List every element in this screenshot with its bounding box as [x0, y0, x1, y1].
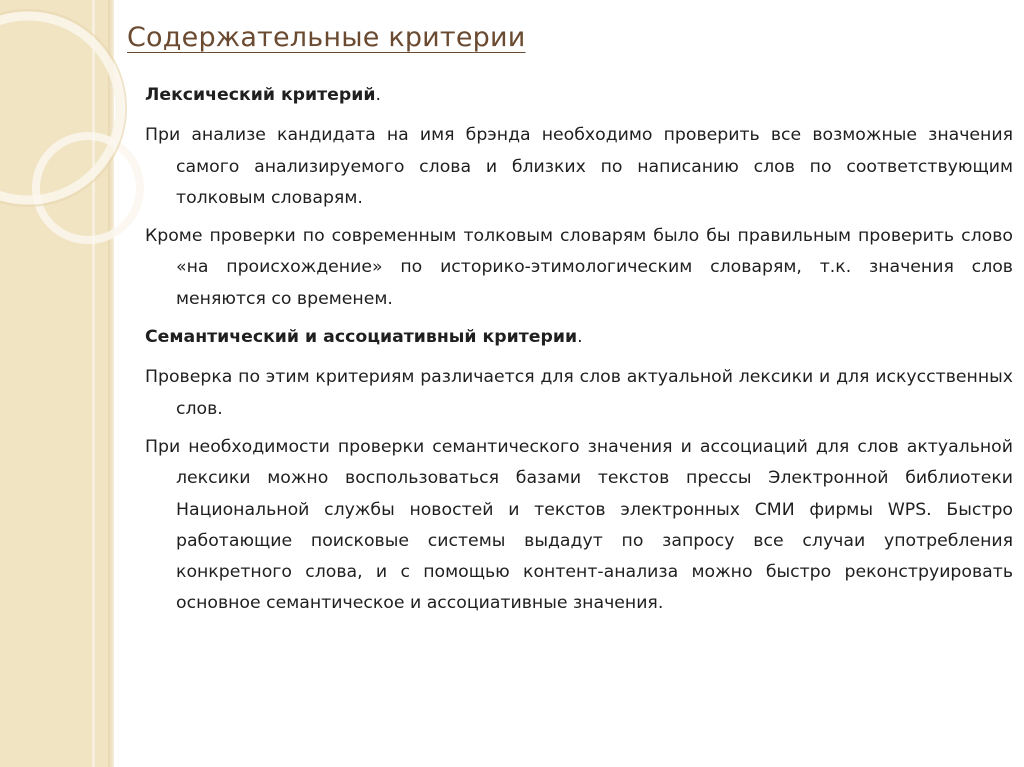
paragraph-text-databases: При необходимости проверки семантического значения и ассоциаций для слов актуальной лексики можно воспользоваться базами текстов прессы Электронной библиотеки Национальной службы новостей и текстов электронных СМИ фирмы WPS. Быстро работающие поисковые системы выдадут по запросу все случаи употребления конкретного слова, и с помощью контент-анализа можно быстро реконструировать основное семантическое и ассоциативные значения.: [145, 436, 1013, 614]
paragraph-brand-analysis: При анализе кандидата на имя брэнда необходимо проверить все возможные значения самого анализируемого слова и близких по написанию слов по соответствующим толковым словарям.: [145, 125, 1013, 208]
heading-semantic-text: Семантический и ассоциативный критерии: [145, 327, 578, 348]
paragraph-etymology: Кроме проверки по современным толковым словарям было бы правильным проверить слово «на происхождение» по историко-этимологическим словарям, т.к. значения слов меняются со временем.: [145, 226, 1013, 309]
heading-lexical-text: Лексический критерий: [145, 85, 376, 105]
slide-title: Содержательные критерии: [127, 22, 526, 53]
heading-lexical-criterion: [145, 80, 1013, 111]
heading-semantic-period: .: [577, 327, 583, 348]
heading-semantic-criteria: [145, 322, 1013, 353]
ring-shadow: [0, 10, 126, 206]
heading-lexical-period: .: [375, 85, 381, 105]
paragraph-criteria-difference: Проверка по этим критериям различается для слов актуальной лексики и для искусственных слов.: [145, 367, 1013, 419]
slide-content: [145, 80, 1013, 627]
small-ring: [36, 136, 140, 240]
